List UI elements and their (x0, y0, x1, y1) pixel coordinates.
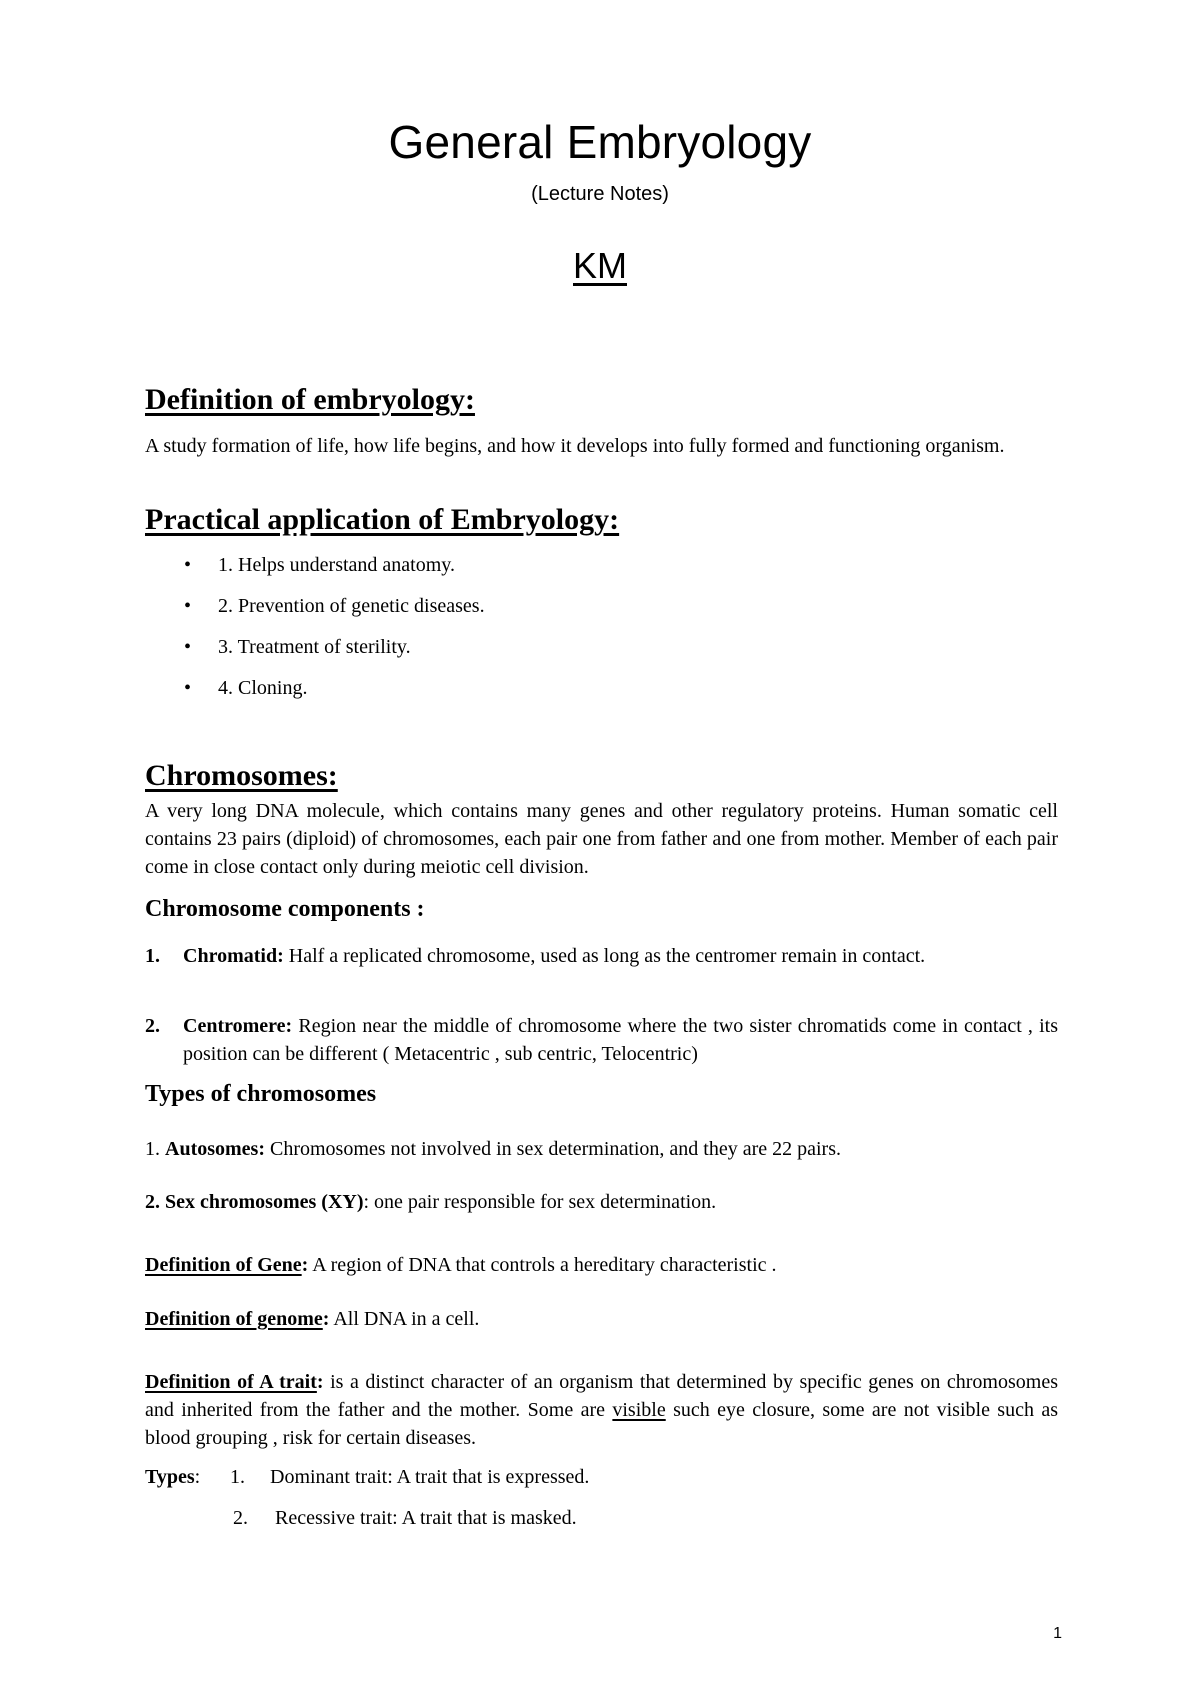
term-text: Half a replicated chromosome, used as long as the centromer remain in contact. (283, 945, 926, 967)
list-item-text: 1. Helps understand anatomy. (218, 554, 455, 576)
bullet-icon: • (184, 636, 192, 658)
bullet-icon: • (184, 595, 192, 617)
list-item (184, 636, 411, 659)
chromosomes-heading: Chromosomes: (145, 759, 338, 792)
practical-application-heading: Practical application of Embryology: (145, 503, 620, 536)
term-text: such eye closure, some are not visible such as blood grouping , risk for certain diseases. (145, 1399, 1058, 1449)
term-text: All DNA in a cell. (329, 1308, 480, 1330)
definition-gene (145, 1254, 777, 1277)
page-number: 1 (1053, 1625, 1062, 1642)
author-initials: KM (573, 245, 627, 286)
term: Centromere: (183, 1015, 293, 1037)
list-number: 2. (145, 1191, 165, 1213)
term: Definition of genome (145, 1308, 323, 1330)
term-colon: : (322, 1308, 330, 1330)
term: Autosomes: (165, 1138, 265, 1160)
term-text: : one pair responsible for sex determination. (363, 1191, 717, 1213)
list-number: 2. (145, 1015, 160, 1037)
document-title: General Embryology (388, 116, 812, 168)
term-colon: : (301, 1254, 309, 1276)
term-text: Region near the middle of chromosome where the two sister chromatids come in contact , its position can be different ( Metacentric , sub centric, Telocentric) (183, 1015, 1058, 1065)
list-item (145, 1012, 1058, 1068)
term: Definition of A trait (145, 1371, 317, 1393)
list-item (184, 554, 455, 577)
list-number: 1. (145, 945, 160, 967)
list-item (184, 595, 485, 618)
definition-genome (145, 1308, 479, 1331)
list-item-text: Dominant trait: A trait that is expressed. (270, 1466, 590, 1488)
term-text: A region of DNA that controls a hereditary characteristic . (308, 1254, 777, 1276)
definition-trait (145, 1368, 1058, 1452)
list-item (184, 677, 307, 700)
document-subtitle: (Lecture Notes) (531, 183, 669, 205)
definition-embryology-text: A study formation of life, how life begins, and how it develops into fully formed and functioning organism. (145, 435, 1005, 457)
term-colon: : (194, 1466, 201, 1488)
term: Types (145, 1466, 195, 1488)
chromosome-components-heading: Chromosome components : (145, 896, 425, 922)
underlined-word: visible (612, 1399, 666, 1421)
term-colon: : (316, 1371, 324, 1393)
list-item (145, 1138, 841, 1161)
term-text: Chromosomes not involved in sex determination, and they are 22 pairs. (265, 1138, 841, 1160)
types-of-chromosomes-heading: Types of chromosomes (145, 1081, 377, 1107)
term: Definition of Gene (145, 1254, 302, 1276)
chromosomes-text: A very long DNA molecule, which contains many genes and other regulatory proteins. Human somatic cell contains 23 pairs (diploid) of chromosomes, each pair one from father and one from mother. Member of each pair come in close contact only during meiotic cell division. (145, 800, 1058, 878)
list-item-text: Recessive trait: A trait that is masked. (275, 1507, 577, 1529)
term: Chromatid: (183, 945, 284, 967)
list-item-text: 3. Treatment of sterility. (218, 636, 411, 658)
definition-embryology-heading: Definition of embryology: (145, 383, 475, 416)
term: Sex chromosomes (XY) (165, 1191, 364, 1213)
list-item (145, 1191, 716, 1214)
bullet-icon: • (184, 554, 192, 576)
term-text: is a distinct character of an organism that determined by specific genes on chromosomes and inherited from the father and the mother. Some are (145, 1371, 1058, 1421)
trait-types-label (145, 1466, 200, 1489)
list-item-text: 2. Prevention of genetic diseases. (218, 595, 485, 617)
list-number: 1. (145, 1138, 165, 1160)
bullet-icon: • (184, 677, 192, 699)
list-number: 2. (233, 1507, 248, 1529)
list-item (145, 942, 1058, 970)
list-number: 1. (230, 1466, 245, 1488)
list-item-text: 4. Cloning. (218, 677, 308, 699)
